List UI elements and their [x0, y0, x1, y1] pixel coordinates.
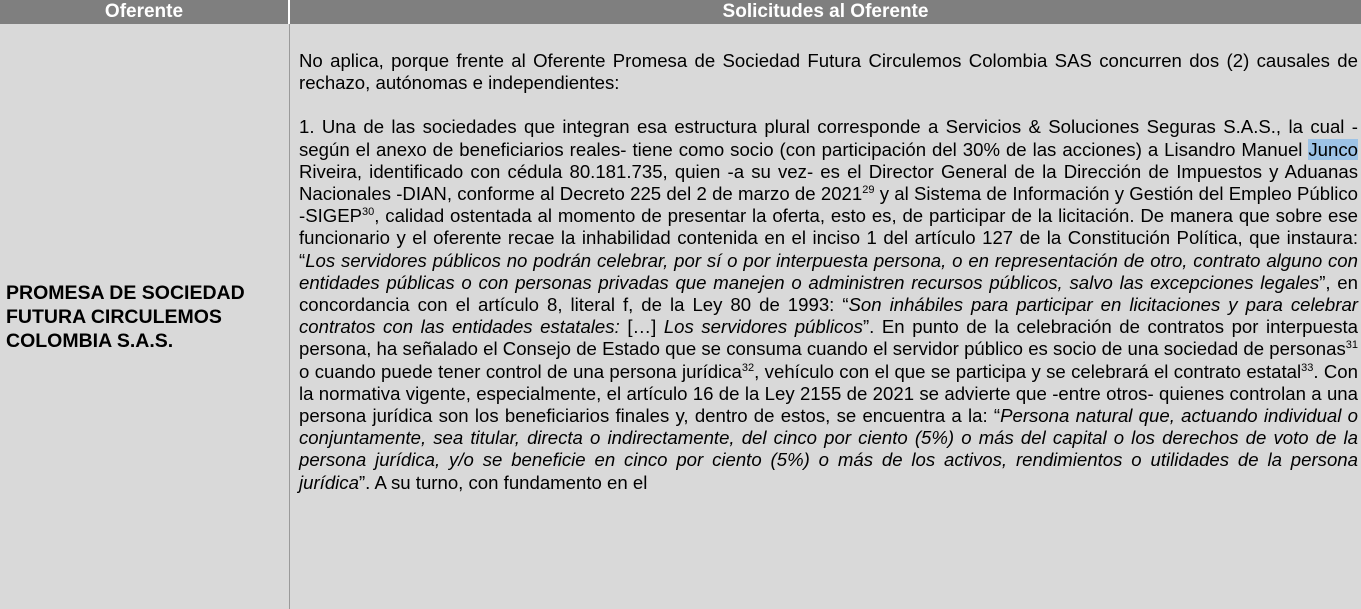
- text-run: . Con la normativa vigente, especialmente, el artículo 16 de la Ley 2155 de 2021 se advierte que -entre otros- quienes controlan a una persona jurídica son los beneficiarios finales y, dentro de estos, se encuentra a la: “: [299, 360, 1358, 427]
- text-run: 1. Una de las sociedades que integran esa estructura plural corresponde a Servicios & Soluciones Seguras S.A.S., la cual -según el anexo de beneficiarios reales- tiene como socio (con participación del 30% de las acciones) a Lisandro Manuel: [299, 116, 1358, 160]
- header-solicitudes: Solicitudes al Oferente: [722, 1, 929, 22]
- text-run: y al Sistema de Información y Gestión del Empleo Público -SIGEP: [299, 183, 1358, 227]
- header-oferente: Oferente: [0, 0, 290, 24]
- oferente-name: [6, 281, 245, 353]
- solicitudes-cell: [290, 24, 1361, 609]
- quote-italic: Los servidores públicos: [663, 316, 863, 338]
- quote-italic: Son inhábiles para participar en licitaciones y para celebrar contratos con las entidades estatales:: [299, 294, 1358, 338]
- oferente-name-line: FUTURA CIRCULEMOS: [6, 305, 222, 328]
- text-run: Riveira, identificado con cédula 80.181.735, quien -a su vez- es el Director General de la Dirección de Impuestos y Aduanas Nacionales -DIAN, conforme al Decreto 225 del 2 de marzo de 2021: [299, 160, 1358, 205]
- text-run: o cuando puede tener control de una persona jurídica: [299, 360, 742, 382]
- oferente-name-line: COLOMBIA S.A.S.: [6, 329, 174, 352]
- footnote-ref[interactable]: 30: [362, 206, 375, 219]
- text-run: , vehículo con el que se participa y se celebrará el contrato estatal: [754, 360, 1302, 382]
- text-run: […]: [619, 316, 664, 338]
- quote-italic: Persona natural que, actuando individual o conjuntamente, sea titular, directa o indirectamente, del cinco por ciento (5%) o más del capital o los derechos de voto de la persona jurídica, y/o se beneficie en cinco por ciento (5%) o más de los activos, rendimientos o utilidades de la persona jurídica: [299, 405, 1358, 493]
- paragraph-causal-1: [299, 116, 1358, 493]
- quote-italic: Los servidores públicos no podrán celebrar, por sí o por interpuesta persona, o en representación de otro, contrato alguno con entidades públicas o con personas privadas que manejen o administren recursos públicos, salvo las excepciones legales: [299, 249, 1358, 293]
- footnote-ref[interactable]: 33: [1301, 361, 1314, 374]
- highlighted-text[interactable]: Junco: [1308, 138, 1358, 160]
- text-run: , calidad ostentada al momento de presentar la oferta, esto es, de participar de la licitación. De manera que sobre ese funcionario y el oferente recae la inhabilidad contenida en el inciso 1 del artículo 127 de la Constitución Política, que instaura: “: [299, 205, 1358, 271]
- paragraph-intro: No aplica, porque frente al Oferente Promesa de Sociedad Futura Circulemos Colombia SAS concurren dos (2) causales de rechazo, autónomas e independientes:: [299, 50, 1358, 94]
- oferente-cell: [0, 24, 290, 609]
- oferente-name-line: PROMESA DE SOCIEDAD: [6, 281, 245, 304]
- footnote-ref[interactable]: 31: [1345, 339, 1358, 352]
- text-run: ”. A su turno, con fundamento en el: [358, 471, 648, 493]
- text-run: ”. En punto de la celebración de contratos por interpuesta persona, ha señalado el Consejo de Estado que se consuma cuando el servidor público es socio de una sociedad de personas: [299, 316, 1359, 360]
- footnote-ref[interactable]: 29: [862, 184, 875, 197]
- table-header-row: [0, 0, 1361, 24]
- footnote-ref[interactable]: 32: [741, 361, 755, 374]
- text-run: ”, en concordancia con el artículo 8, literal f, de la Ley 80 de 1993: “: [299, 271, 1358, 316]
